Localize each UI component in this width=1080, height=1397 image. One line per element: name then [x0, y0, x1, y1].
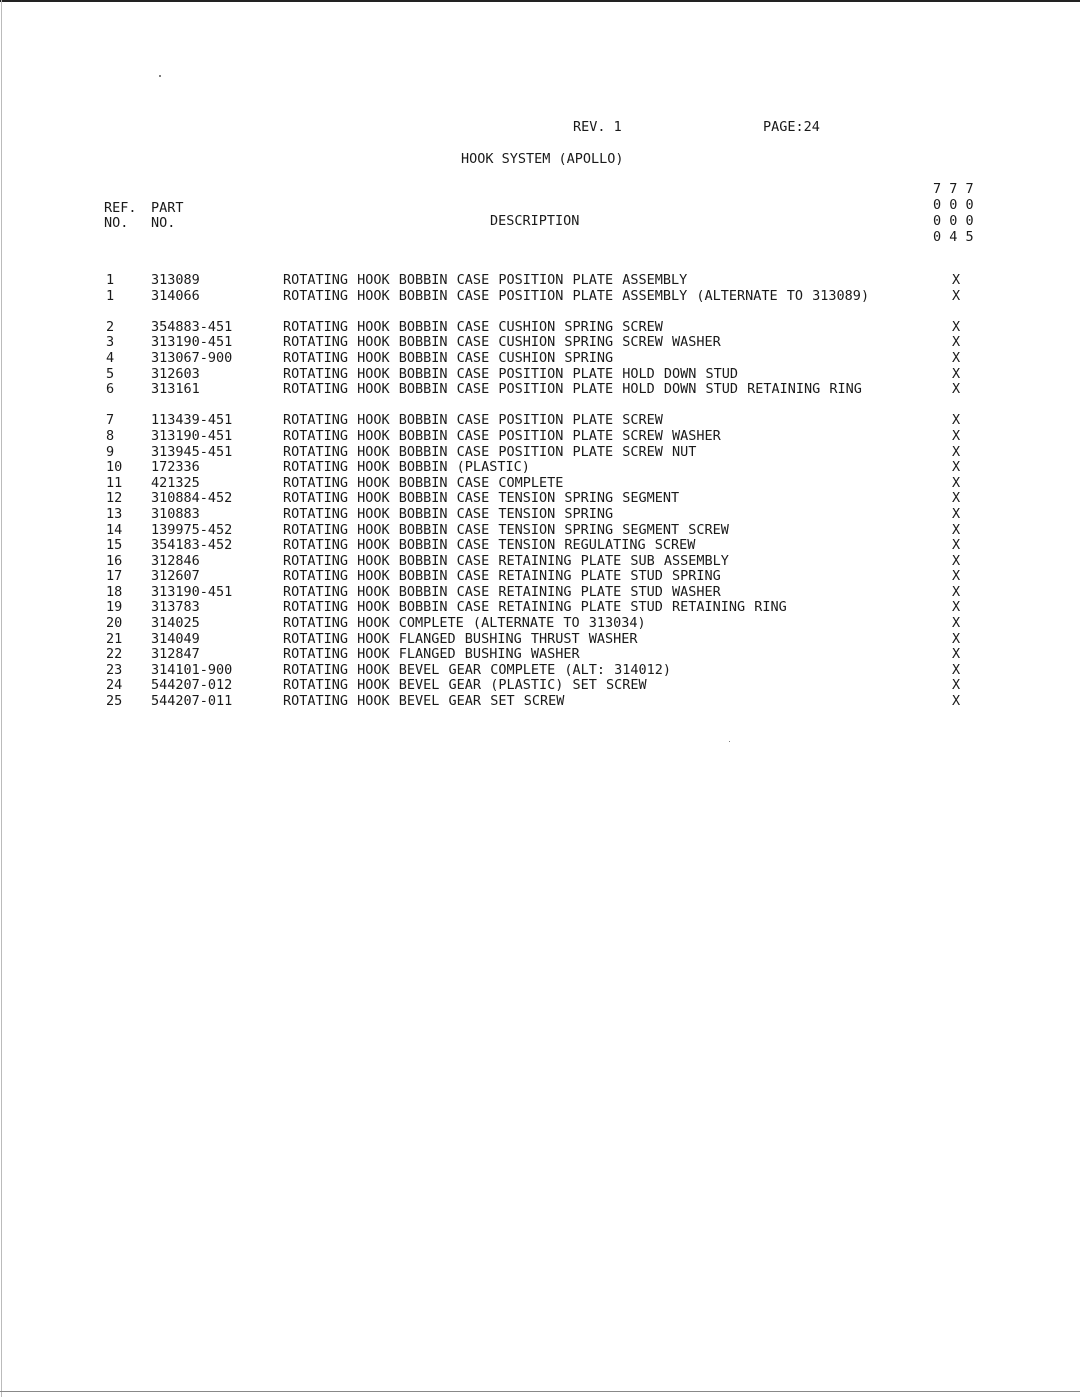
applicability-mark: X [952, 318, 961, 335]
part-header-line1: PART [151, 200, 184, 216]
ref-number: 5 [106, 365, 115, 382]
part-description: ROTATING HOOK BOBBIN CASE POSITION PLATE ASSEMBLY [283, 272, 688, 288]
table-row [0, 678, 1080, 694]
part-description: ROTATING HOOK BOBBIN CASE RETAINING PLATE STUD WASHER [283, 583, 721, 600]
ref-number: 17 [106, 568, 123, 585]
table-row [0, 382, 1080, 413]
part-description: ROTATING HOOK BOBBIN CASE TENSION SPRING SEGMENT [283, 490, 680, 507]
part-number: 314066 [151, 287, 200, 304]
table-row [0, 538, 1080, 554]
section-title: HOOK SYSTEM (APOLLO) [461, 151, 624, 167]
part-number: 354183-452 [151, 537, 233, 554]
table-row [0, 320, 1080, 336]
applicability-mark: X [952, 646, 961, 663]
table-row [0, 663, 1080, 679]
part-description: ROTATING HOOK BOBBIN CASE POSITION PLATE SCREW [283, 412, 663, 429]
part-number: 313190-451 [151, 427, 233, 444]
part-number: 544207-012 [151, 677, 233, 694]
table-row [0, 632, 1080, 648]
model-code-row: 7 7 7 [933, 181, 974, 197]
part-number: 313089 [151, 272, 200, 288]
page-number: PAGE:24 [763, 119, 820, 135]
table-row [0, 273, 1080, 289]
applicability-mark: X [952, 412, 961, 429]
ref-number: 15 [106, 537, 123, 554]
part-description: ROTATING HOOK COMPLETE (ALTERNATE TO 313034) [283, 615, 646, 632]
part-description: ROTATING HOOK BEVEL GEAR SET SCREW [283, 693, 565, 710]
part-description: ROTATING HOOK BOBBIN CASE RETAINING PLATE STUD SPRING [283, 568, 721, 585]
scan-top-edge [0, 0, 1080, 2]
part-number: 113439-451 [151, 412, 233, 429]
table-row [0, 413, 1080, 429]
ref-number: 2 [106, 318, 115, 335]
part-description: ROTATING HOOK BOBBIN CASE POSITION PLATE ASSEMBLY (ALTERNATE TO 313089) [283, 287, 870, 304]
applicability-mark: X [952, 334, 961, 351]
applicability-mark: X [952, 490, 961, 507]
ref-number: 22 [106, 646, 123, 663]
applicability-mark: X [952, 583, 961, 600]
part-number: 313190-451 [151, 583, 233, 600]
part-description: ROTATING HOOK BOBBIN CASE CUSHION SPRING [283, 349, 614, 366]
part-number: 313161 [151, 381, 200, 398]
ref-number: 8 [106, 427, 115, 444]
ref-number: 16 [106, 552, 123, 569]
part-description: ROTATING HOOK BOBBIN CASE RETAINING PLATE STUD RETAINING RING [283, 599, 787, 616]
table-row [0, 647, 1080, 663]
table-row [0, 460, 1080, 476]
applicability-mark: X [952, 443, 961, 460]
part-description: ROTATING HOOK FLANGED BUSHING WASHER [283, 646, 580, 663]
table-row [0, 335, 1080, 351]
part-number: 310883 [151, 505, 200, 522]
table-row [0, 491, 1080, 507]
part-description: ROTATING HOOK BOBBIN CASE POSITION PLATE HOLD DOWN STUD RETAINING RING [283, 381, 862, 398]
parts-list [0, 273, 1080, 710]
ref-number: 12 [106, 490, 123, 507]
table-row [0, 585, 1080, 601]
part-description: ROTATING HOOK BOBBIN CASE TENSION REGULATING SCREW [283, 537, 696, 554]
part-number: 312607 [151, 568, 200, 585]
applicability-mark: X [952, 381, 961, 398]
part-description: ROTATING HOOK BOBBIN CASE TENSION SPRING [283, 505, 614, 522]
ref-number: 23 [106, 661, 123, 678]
applicability-mark: X [952, 630, 961, 647]
part-description: ROTATING HOOK BOBBIN CASE RETAINING PLATE SUB ASSEMBLY [283, 552, 729, 569]
applicability-mark: X [952, 349, 961, 366]
ref-number: 7 [106, 412, 115, 429]
ref-number: 1 [106, 272, 115, 288]
applicability-mark: X [952, 365, 961, 382]
part-number: 313783 [151, 599, 200, 616]
ref-number: 21 [106, 630, 123, 647]
applicability-mark: X [952, 474, 961, 491]
revision-label: REV. 1 [573, 119, 622, 135]
scan-speck [729, 741, 730, 742]
part-number: 314049 [151, 630, 200, 647]
ref-number: 19 [106, 599, 123, 616]
ref-header-line1: REF. [104, 200, 137, 216]
ref-number: 6 [106, 381, 115, 398]
part-number: 312846 [151, 552, 200, 569]
part-number: 313945-451 [151, 443, 233, 460]
part-description: ROTATING HOOK BOBBIN CASE POSITION PLATE SCREW WASHER [283, 427, 721, 444]
part-description: ROTATING HOOK BOBBIN CASE POSITION PLATE HOLD DOWN STUD [283, 365, 739, 382]
model-code-row: 0 0 0 [933, 197, 974, 213]
part-number: 544207-011 [151, 693, 233, 710]
part-number: 313067-900 [151, 349, 233, 366]
table-row [0, 554, 1080, 570]
applicability-mark: X [952, 521, 961, 538]
applicability-mark: X [952, 552, 961, 569]
ref-number: 11 [106, 474, 123, 491]
ref-number: 24 [106, 677, 123, 694]
part-number: 172336 [151, 459, 200, 476]
table-row [0, 476, 1080, 492]
part-number: 314025 [151, 615, 200, 632]
part-header-line2: NO. [151, 215, 176, 231]
description-header: DESCRIPTION [490, 213, 580, 229]
table-row [0, 616, 1080, 632]
part-description: ROTATING HOOK BEVEL GEAR (PLASTIC) SET SCREW [283, 677, 647, 694]
part-description: ROTATING HOOK FLANGED BUSHING THRUST WASHER [283, 630, 638, 647]
ref-number: 20 [106, 615, 123, 632]
table-row [0, 600, 1080, 616]
applicability-mark: X [952, 505, 961, 522]
ref-number: 25 [106, 693, 123, 710]
part-number: 314101-900 [151, 661, 233, 678]
table-row [0, 289, 1080, 320]
scan-bottom-edge [0, 1391, 1080, 1392]
part-description: ROTATING HOOK BEVEL GEAR COMPLETE (ALT: 314012) [283, 661, 672, 678]
table-row [0, 351, 1080, 367]
ref-number: 9 [106, 443, 115, 460]
applicability-mark: X [952, 272, 961, 288]
table-row [0, 367, 1080, 383]
applicability-mark: X [952, 661, 961, 678]
part-description: ROTATING HOOK BOBBIN CASE CUSHION SPRING SCREW [283, 318, 663, 335]
ref-number: 10 [106, 459, 123, 476]
applicability-mark: X [952, 427, 961, 444]
part-number: 354883-451 [151, 318, 233, 335]
part-description: ROTATING HOOK BOBBIN CASE POSITION PLATE SCREW NUT [283, 443, 697, 460]
table-row [0, 694, 1080, 710]
table-row [0, 523, 1080, 539]
table-row [0, 569, 1080, 585]
part-number: 312847 [151, 646, 200, 663]
applicability-mark: X [952, 287, 961, 304]
part-description: ROTATING HOOK BOBBIN CASE COMPLETE [283, 474, 564, 491]
ref-number: 3 [106, 334, 115, 351]
part-description: ROTATING HOOK BOBBIN CASE TENSION SPRING SEGMENT SCREW [283, 521, 729, 538]
table-row [0, 507, 1080, 523]
part-number: 310884-452 [151, 490, 233, 507]
applicability-mark: X [952, 615, 961, 632]
ref-number: 18 [106, 583, 123, 600]
applicability-mark: X [952, 537, 961, 554]
scan-speck [159, 75, 161, 77]
applicability-mark: X [952, 677, 961, 694]
applicability-mark: X [952, 459, 961, 476]
model-code-row: 0 4 5 [933, 229, 974, 245]
table-row [0, 429, 1080, 445]
applicability-mark: X [952, 568, 961, 585]
part-number: 421325 [151, 474, 200, 491]
table-row [0, 445, 1080, 461]
part-number: 312603 [151, 365, 200, 382]
part-description: ROTATING HOOK BOBBIN CASE CUSHION SPRING SCREW WASHER [283, 334, 721, 351]
ref-number: 13 [106, 505, 123, 522]
ref-number: 1 [106, 287, 115, 304]
ref-header-line2: NO. [104, 215, 129, 231]
ref-number: 14 [106, 521, 123, 538]
applicability-mark: X [952, 693, 961, 710]
applicability-mark: X [952, 599, 961, 616]
part-number: 139975-452 [151, 521, 233, 538]
part-number: 313190-451 [151, 334, 233, 351]
ref-number: 4 [106, 349, 115, 366]
part-description: ROTATING HOOK BOBBIN (PLASTIC) [283, 459, 530, 476]
model-code-row: 0 0 0 [933, 213, 974, 229]
